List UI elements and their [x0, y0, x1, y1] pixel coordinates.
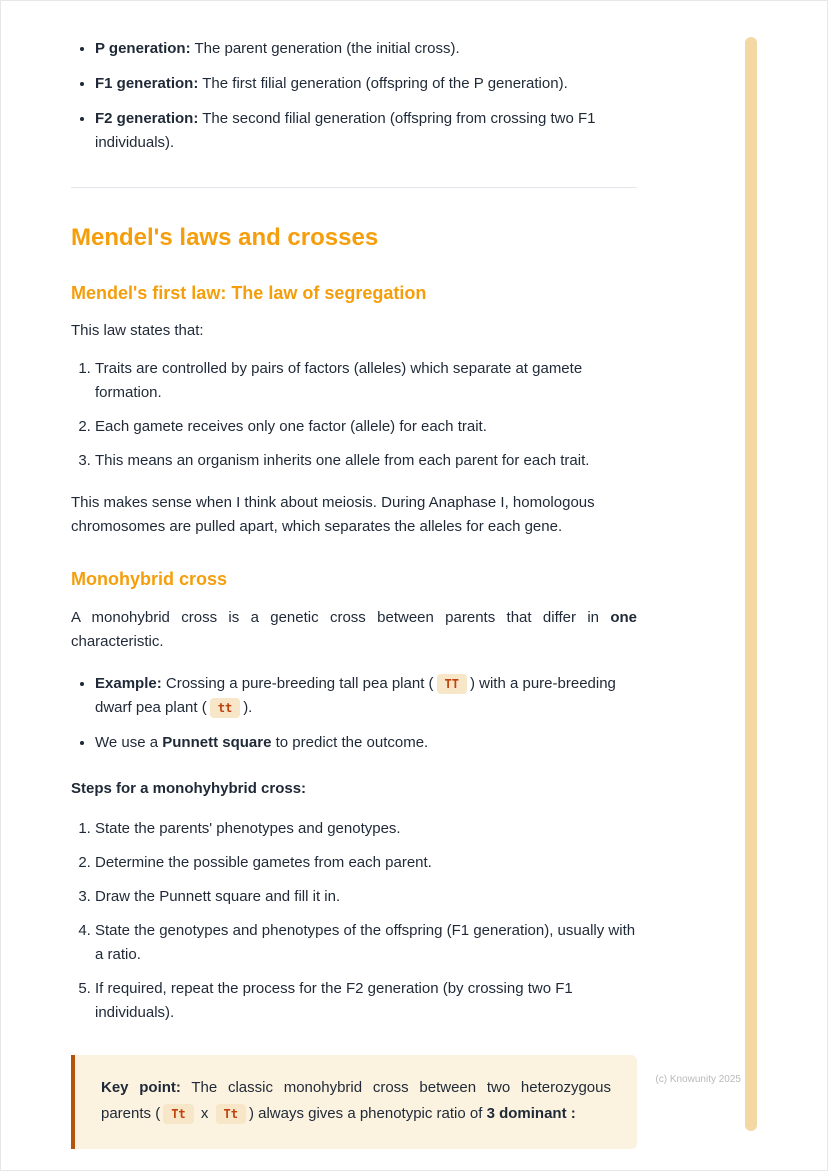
first-law-note: This makes sense when I think about meiosis. During Anaphase I, homologous chromosomes are pulled apart, which separates the alleles for each gene. [71, 494, 595, 536]
genotype-chip-TT: TT [437, 674, 467, 694]
list-item: 2. Each gamete receives only one factor (allele) for each trait. [95, 415, 637, 439]
example-term: Example: [95, 674, 162, 692]
scrollbar[interactable] [745, 37, 757, 1131]
key-point-bold: 3 dominant : [486, 1105, 576, 1123]
generation-definitions-list [71, 37, 637, 155]
monohybrid-definition [71, 606, 637, 654]
list-item: 2. Determine the possible gametes from each parent. [95, 851, 637, 875]
steps-heading: Steps for a monohyhybrid cross: [71, 779, 307, 797]
key-point-text [101, 1075, 611, 1128]
list-item: 1. Traits are controlled by pairs of factors (alleles) which separate at gamete formation. [95, 357, 637, 405]
list-item: 3. Draw the Punnett square and fill it in. [95, 885, 637, 909]
list-item: 3. This means an organism inherits one allele from each parent for each trait. [95, 449, 637, 473]
list-item [95, 37, 637, 61]
term-p-generation: P generation: [95, 40, 191, 57]
genotype-chip-Tt: Tt [216, 1104, 246, 1124]
key-point-body: The classic monohybrid cross between two heterozygous parents ( [101, 1078, 611, 1123]
genotype-chip-Tt: Tt [163, 1104, 193, 1124]
list-item [95, 731, 637, 755]
term-p-generation-text: The parent generation (the initial cross). [190, 40, 460, 57]
monohybrid-steps-list [71, 817, 637, 1025]
definition-text: characteristic. [71, 632, 164, 650]
subsection-title-first-law: Mendel's first law: The law of segregation [71, 283, 427, 304]
term-f1-generation: F1 generation: [95, 75, 199, 92]
first-law-list [71, 357, 637, 473]
list-item [95, 72, 637, 96]
punnett-text: to predict the outcome. [271, 733, 429, 751]
list-item [95, 107, 637, 155]
term-f2-generation-text: The second filial generation (offspring from crossing two F1 individuals). [95, 110, 596, 151]
subsection-title-monohybrid: Monohybrid cross [71, 569, 228, 590]
document-content [71, 1, 637, 1149]
section-title-mendels-laws: Mendel's laws and crosses [71, 224, 379, 251]
list-item [95, 672, 637, 720]
punnett-text: We use a [95, 733, 163, 751]
term-f1-generation-text: The first filial generation (offspring of the P generation). [198, 75, 568, 92]
list-item: 5. If required, repeat the process for the F2 generation (by crossing two F1 individuals). [95, 977, 637, 1025]
example-text: ). [243, 698, 253, 716]
key-point-body: x [196, 1105, 213, 1123]
section-divider [71, 187, 637, 188]
key-point-term: Key point: [101, 1078, 181, 1096]
example-text: Crossing a pure-breeding tall pea plant ( [161, 674, 434, 692]
term-f2-generation: F2 generation: [95, 110, 199, 127]
definition-text: A monohybrid cross is a genetic cross between parents that differ in [71, 608, 611, 626]
list-item: 1. State the parents' phenotypes and genotypes. [95, 817, 637, 841]
genotype-chip-tt: tt [210, 698, 240, 718]
definition-bold: one [610, 608, 637, 626]
punnett-bold: Punnett square [162, 733, 272, 751]
first-law-intro: This law states that: [71, 322, 204, 340]
monohybrid-bullets [71, 672, 637, 755]
key-point-callout [71, 1055, 637, 1150]
example-text: ) with a pure-breeding dwarf pea plant ( [95, 674, 616, 716]
list-item: 4. State the genotypes and phenotypes of the offspring (F1 generation), usually with a ratio. [95, 919, 637, 967]
watermark: (c) Knowunity 2025 [655, 1074, 741, 1085]
key-point-body: ) always gives a phenotypic ratio of [248, 1105, 487, 1123]
